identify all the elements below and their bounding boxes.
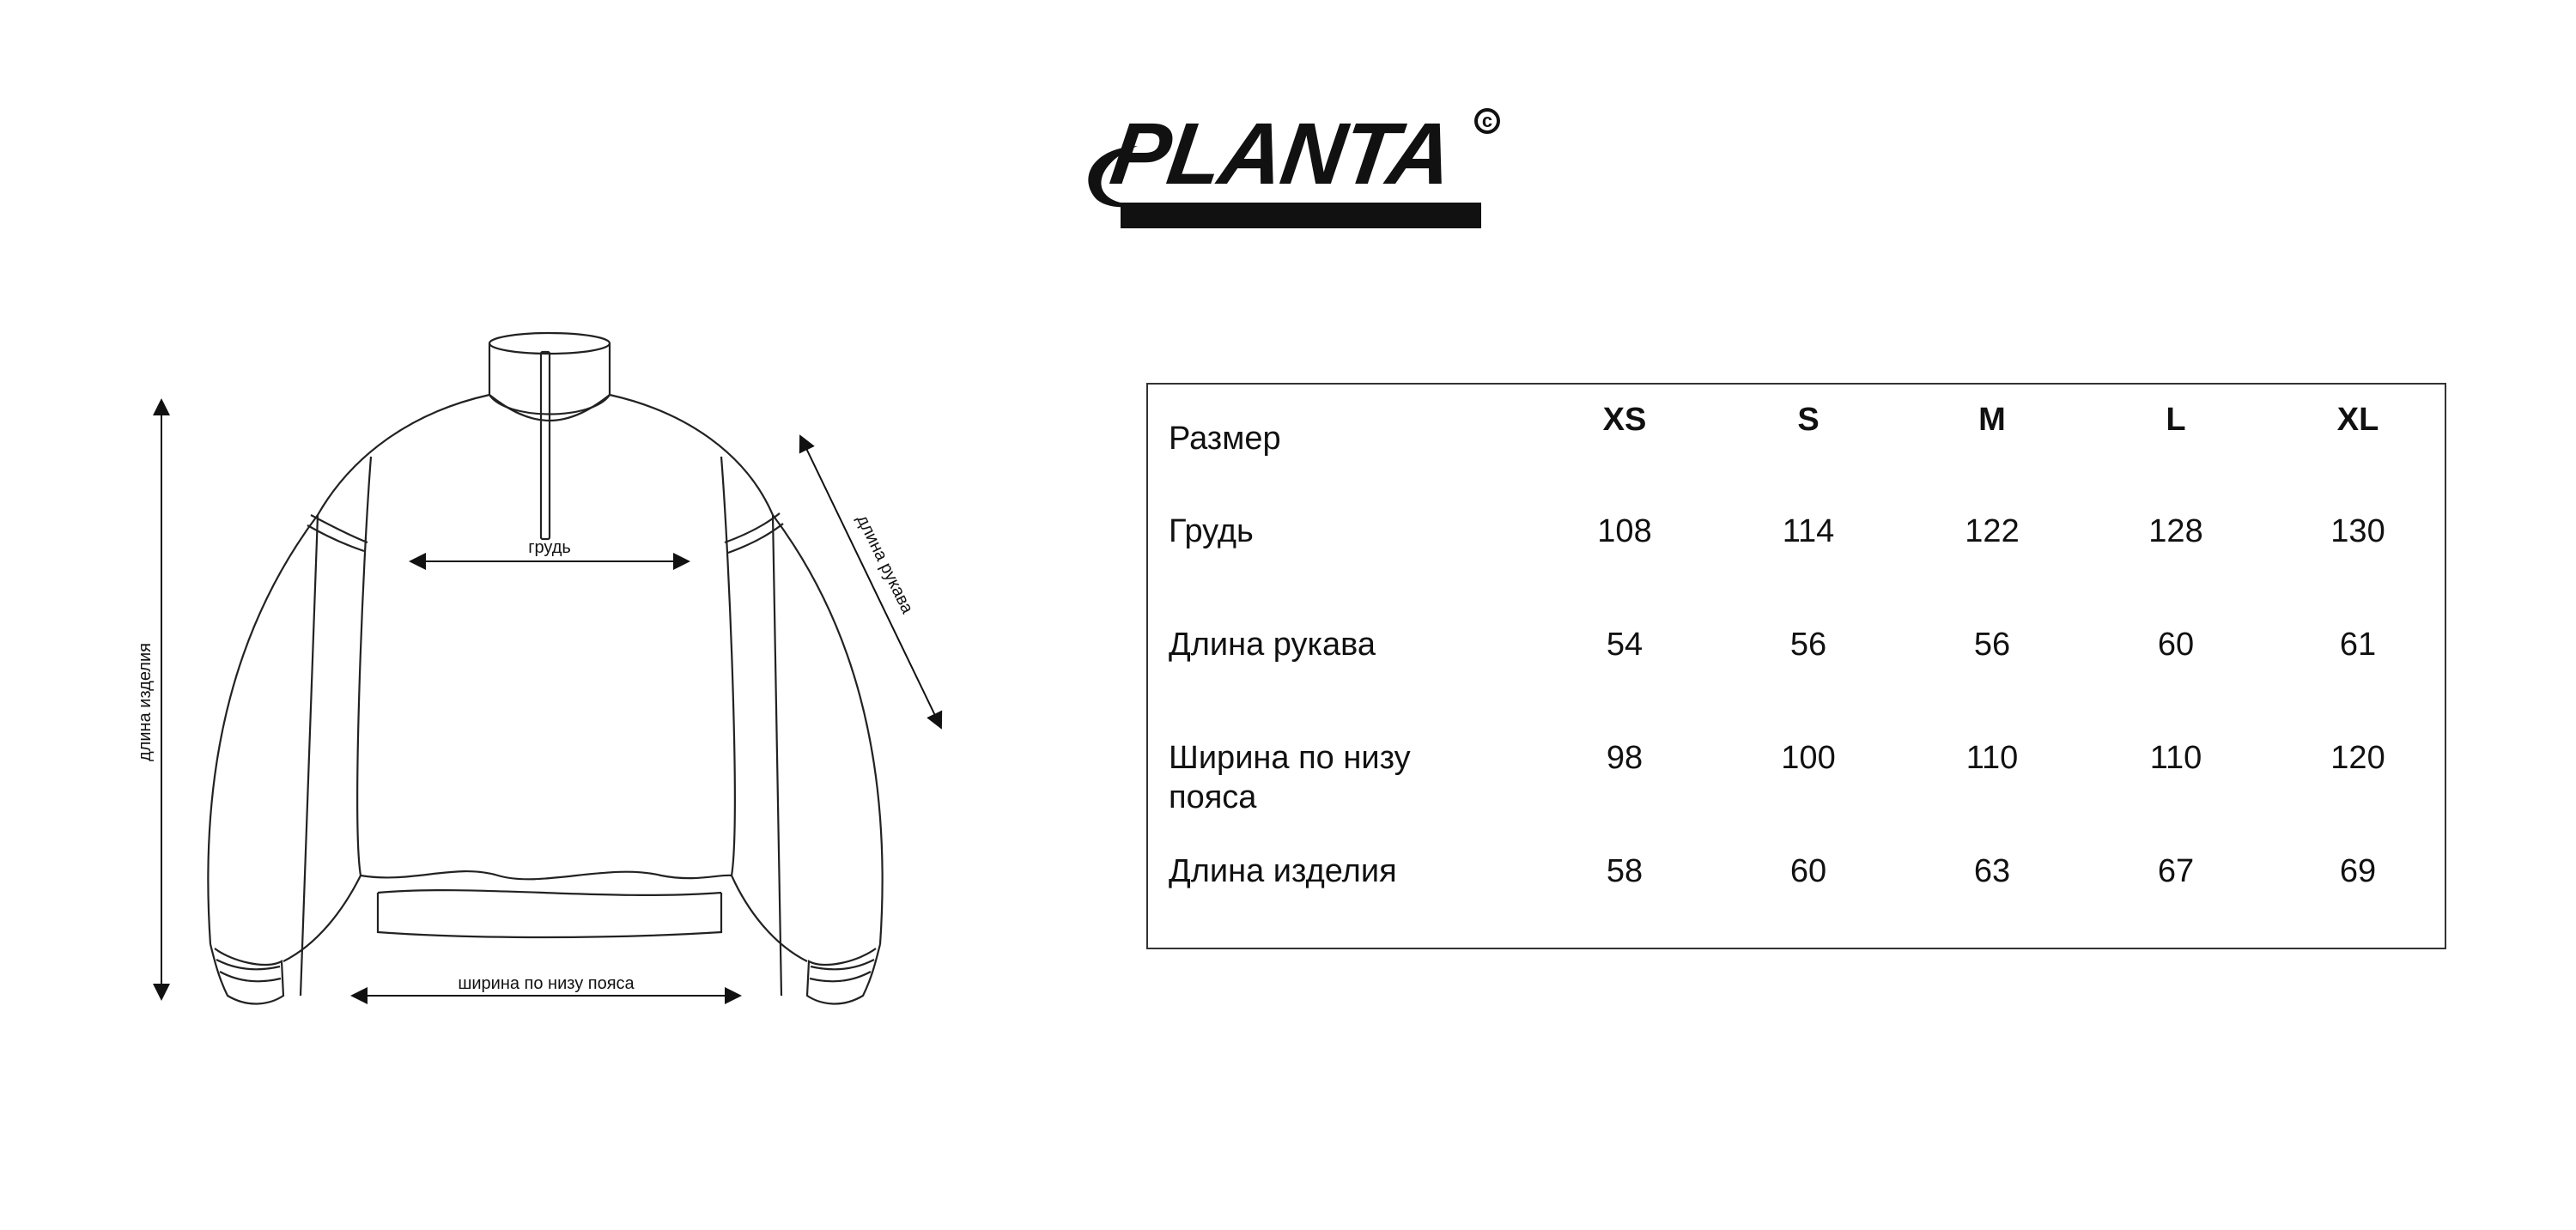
table-cell: 60 bbox=[2157, 627, 2195, 663]
size-xl: XL bbox=[2336, 402, 2379, 438]
table-cell: 54 bbox=[1606, 627, 1643, 663]
brand-name: PLANTA bbox=[1104, 105, 1458, 203]
table-cell: 67 bbox=[2157, 853, 2195, 889]
hem-width-label: ширина по низу пояса bbox=[458, 974, 635, 993]
table-cell: 114 bbox=[1782, 513, 1835, 549]
size-m: M bbox=[1978, 402, 2006, 438]
sleeve-length-label: длина рукава bbox=[853, 512, 917, 617]
row-label-chest: Грудь bbox=[1169, 513, 1254, 549]
table-cell: 56 bbox=[1789, 627, 1827, 663]
dimension-arrows bbox=[161, 400, 941, 999]
table-cell: 56 bbox=[1973, 627, 2011, 663]
table-cell: 100 bbox=[1781, 740, 1836, 776]
size-s: S bbox=[1797, 402, 1820, 438]
size-header-label: Размер bbox=[1169, 421, 1281, 457]
item-length-label: длина изделия bbox=[136, 643, 155, 761]
table-cell: 128 bbox=[2148, 513, 2203, 549]
size-l: L bbox=[2166, 402, 2186, 438]
table-cell: 58 bbox=[1606, 853, 1643, 889]
size-table bbox=[1146, 383, 2446, 949]
copyright-icon: c bbox=[1474, 108, 1500, 134]
table-cell: 98 bbox=[1606, 740, 1643, 776]
table-cell: 61 bbox=[2339, 627, 2377, 663]
brand-logo bbox=[1078, 103, 1524, 240]
table-cell: 110 bbox=[2149, 740, 2202, 776]
size-xs: XS bbox=[1602, 402, 1647, 438]
table-cell: 122 bbox=[1965, 513, 2020, 549]
table-cell: 120 bbox=[2330, 740, 2385, 776]
row-label-hem-width-line1: Ширина по низу bbox=[1169, 740, 1411, 776]
row-label-item-length: Длина изделия bbox=[1169, 853, 1397, 889]
row-label-sleeve-length: Длина рукава bbox=[1169, 627, 1376, 663]
table-cell: 60 bbox=[1789, 853, 1827, 889]
chest-label: грудь bbox=[528, 538, 571, 557]
sweatshirt-outline bbox=[208, 333, 882, 1003]
table-cell: 130 bbox=[2330, 513, 2385, 549]
table-cell: 69 bbox=[2339, 853, 2377, 889]
table-cell: 110 bbox=[1965, 740, 2019, 776]
logo-underline-bar bbox=[1121, 203, 1481, 228]
sleeve-arrow bbox=[800, 436, 941, 728]
table-cell: 108 bbox=[1597, 513, 1652, 549]
row-label-hem-width-line2: пояса bbox=[1169, 779, 1257, 815]
table-cell: 63 bbox=[1973, 853, 2011, 889]
garment-diagram bbox=[129, 309, 987, 1021]
